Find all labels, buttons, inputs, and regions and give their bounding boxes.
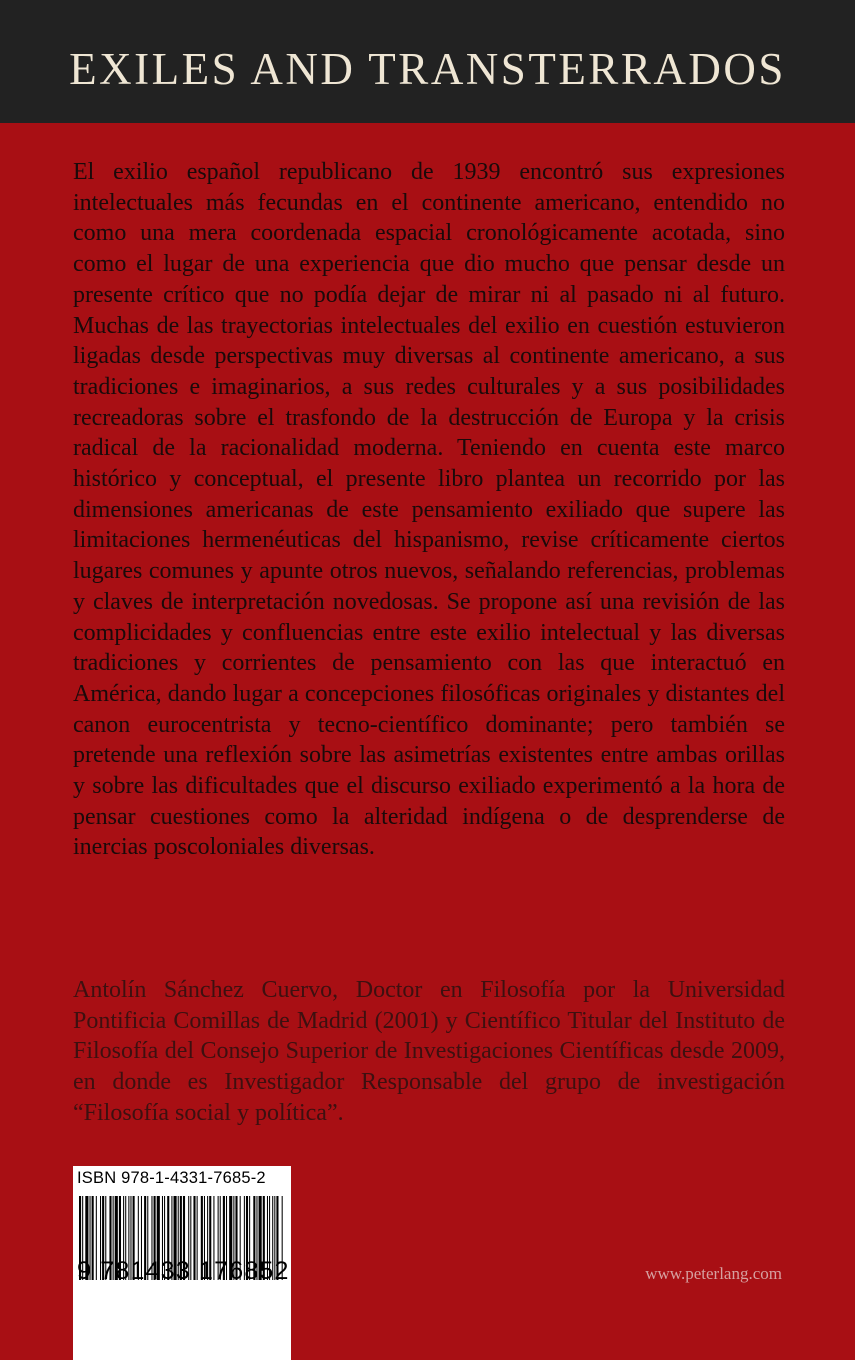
- publisher-website: www.peterlang.com: [645, 1264, 782, 1283]
- series-title: EXILES AND TRANSTERRADOS: [69, 44, 786, 94]
- isbn-label: ISBN 978-1-4331-7685-2: [77, 1169, 266, 1187]
- series-header-band: [0, 0, 855, 123]
- book-description: El exilio español republicano de 1939 encontró sus expresiones intelectuales más fecundas en el continente americano, entendido no como una mera coordenada espacial cronológicamente acotada, sino como el lugar de una experiencia que dio mucho que pensar desde un presente crítico que no podía dejar de mirar ni al pasado ni al futuro. Muchas de las trayectorias intelectuales del exilio en cuestión estuvieron ligadas desde perspectivas muy diversas al continente americano, a sus tradiciones e imaginarios, a sus redes culturales y a sus posibilidades recreadoras sobre el trasfondo de la destrucción de Europa y la crisis radical de la racionalidad moderna. Teniendo en cuenta este marco histórico y conceptual, el presente libro plantea un recorrido por las dimensiones americanas de este pensamiento exiliado que supere las limitaciones hermenéuticas del hispanismo, revise críticamente ciertos lugares comunes y apunte otros nuevos, señalando referencias, problemas y claves de interpretación novedosas. Se propone así una revisión de las complicidades y confluencias entre este exilio intelectual y las diversas tradiciones y corrientes de pensamiento con las que interactuó en América, dando lugar a concepciones filosóficas originales y distantes del canon eurocentrista y tecno-científico dominante; pero también se pretende una reflexión sobre las asimetrías existentes entre ambas orillas y sobre las dificultades que el discurso exiliado experimentó a la hora de pensar cuestiones como la alteridad indígena o de desprenderse de inercias poscoloniales diversas.: [73, 159, 785, 861]
- isbn-barcode-box: [73, 1166, 291, 1360]
- author-bio: Antolín Sánchez Cuervo, Doctor en Filosofía por la Universidad Pontificia Comillas de Madrid (2001) y Científico Titular del Instituto de Filosofía del Consejo Superior de Investigaciones Científicas desde 2009, en donde es Investigador Responsable del grupo de investigación “Filosofía social y política”.: [73, 977, 785, 1126]
- barcode-digits: 9 781433 176852: [77, 1257, 290, 1285]
